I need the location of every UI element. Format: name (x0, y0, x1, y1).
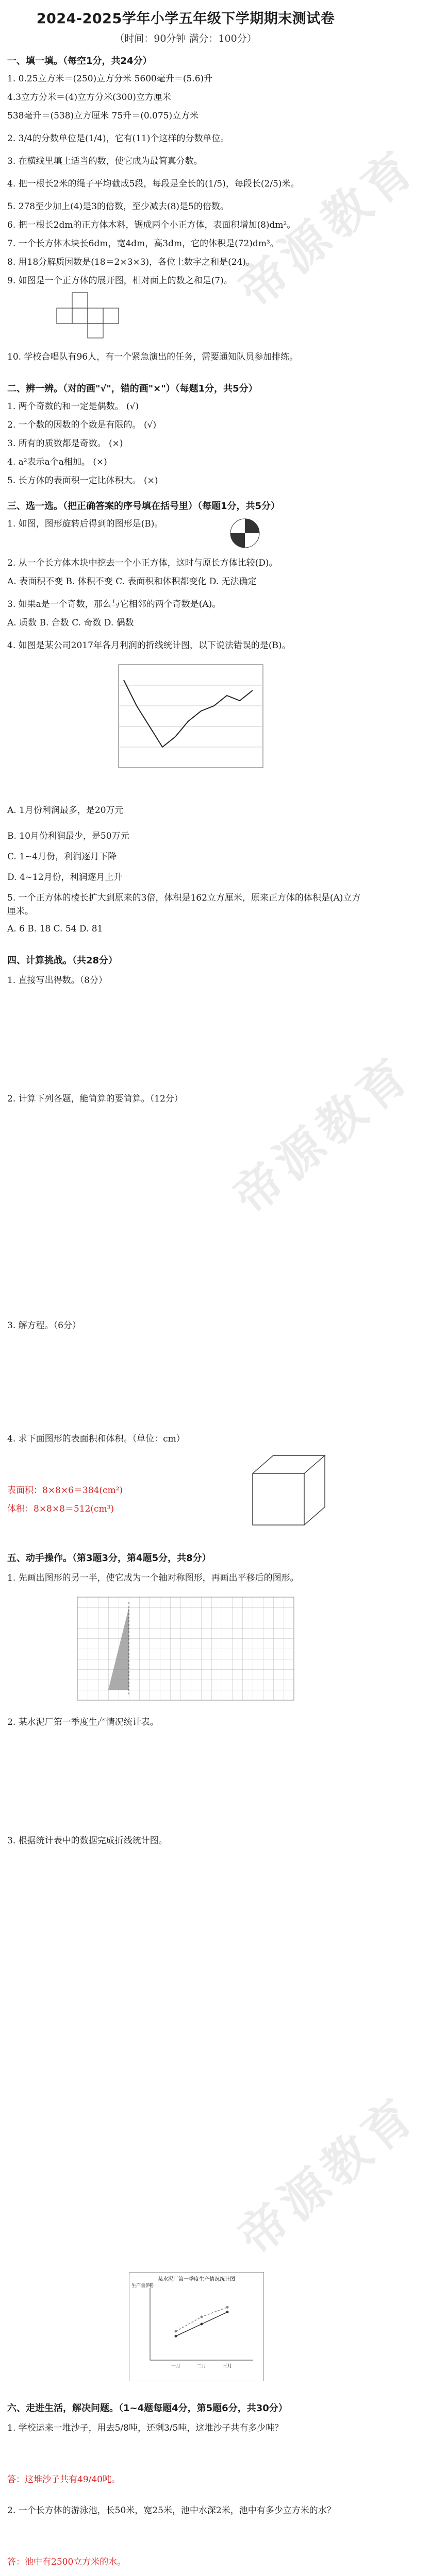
cube-net-figure (52, 293, 155, 339)
section-heading: 二、辨一辨。（对的画"√"，错的画"×"）（每题1分，共5分） (7, 383, 258, 394)
question-line: 6. 把一根长2dm的正方体木料，锯成两个小正方体，表面积增加(8)dm²。 (7, 220, 296, 230)
question-line: 2. 计算下列各题，能简算的要简算。（12分） (7, 1094, 183, 1104)
question-line: 4. 求下面图形的表面积和体积。（单位：cm） (7, 1434, 185, 1444)
section-heading: 三、选一选。（把正确答案的序号填在括号里）（每题1分，共5分） (7, 501, 280, 512)
profit-line-chart (98, 659, 273, 788)
rotation-figure (227, 515, 289, 551)
question-line: 5. 一个正方体的棱长扩大到原来的3倍，体积是162立方厘米，原来正方体的体积是(A)立方厘米。 (7, 893, 361, 917)
section-heading: 一、填一填。（每空1分，共24分） (7, 56, 152, 66)
section-heading: 五、动手操作。（第3题3分，第4题5分，共8分） (7, 1553, 211, 1564)
question-line: 8. 用18分解质因数是(18＝2×3×3)，各位上数字之和是(24)。 (7, 257, 255, 267)
question-line: 2. 一个数的因数的个数是有限的。 (√) (7, 420, 157, 430)
question-line: 4. 如图是某公司2017年各月利润的折线统计图，以下说法错误的是(B)。 (7, 640, 291, 651)
question-line: 7. 一个长方体木块长6dm，宽4dm，高3dm，它的体积是(72)dm³。 (7, 239, 279, 249)
question-line: 1. 0.25立方米＝(250)立方分米 5600毫升＝(5.6)升 (7, 74, 213, 84)
data-point (201, 2323, 203, 2326)
y-axis-label: 生产量(吨) (131, 2283, 154, 2289)
question-line: A. 6 B. 18 C. 54 D. 81 (7, 924, 103, 934)
question-line: 5. 长方体的表面积一定比体积大。 (×) (7, 476, 158, 486)
question-line: 3. 在横线里填上适当的数，使它成为最简真分数。 (7, 156, 203, 166)
question-line: 1. 如图，图形旋转后得到的图形是(B)。 (7, 519, 163, 529)
watermark: 帝源教育 (228, 2085, 428, 2266)
question-line: 2. 一个长方体的游泳池，长50米，宽25米，池中水深2米，池中有多少立方米的水？ (7, 2505, 336, 2516)
data-point (175, 2330, 177, 2333)
question-line: 3. 所有的质数都是奇数。 (×) (7, 438, 123, 449)
question-line: 3. 解方程。（6分） (7, 1320, 81, 1331)
question-line: 4. 把一根长2米的绳子平均截成5段，每段是全长的(1/5)，每段长(2/5)米。 (7, 179, 300, 189)
question-line: A. 质数 B. 合数 C. 奇数 D. 偶数 (7, 618, 134, 628)
question-line: 3. 根据统计表中的数据完成折线统计图。 (7, 1836, 168, 1846)
question-line: 4.3立方分米＝(4)立方分米(300)立方厘米 (7, 92, 171, 103)
answer-line: 表面积：8×8×6＝384(cm²) (7, 1485, 123, 1496)
question-line: A. 表面积不变 B. 体积不变 C. 表面积和体积都变化 D. 无法确定 (7, 577, 257, 587)
question-line: 3. 如果a是一个奇数，那么与它相邻的两个奇数是(A)。 (7, 599, 221, 609)
question-line: B. 10月份利润最少，是50万元 (7, 831, 129, 841)
question-line: A. 1月份利润最多，是20万元 (7, 805, 124, 816)
section-heading: 四、计算挑战。（共28分） (7, 955, 118, 966)
question-line: 2. 某水泥厂第一季度生产情况统计表。 (7, 1717, 159, 1727)
exam-title: 2024-2025学年小学五年级下学期期末测试卷 (36, 11, 335, 27)
grid-figure (77, 1597, 294, 1700)
question-line: 10. 学校合唱队有96人，有一个紧急演出的任务，需要通知队员参加排练。 (7, 352, 299, 362)
x-tick-label: 二月 (196, 2364, 207, 2369)
data-point (175, 2335, 177, 2337)
question-line: 5. 278至少加上(4)是3的倍数，至少减去(8)是5的倍数。 (7, 201, 229, 212)
question-line: 1. 两个奇数的和一定是偶数。 (√) (7, 401, 139, 412)
question-line: 2. 3/4的分数单位是(1/4)，它有(11)个这样的分数单位。 (7, 133, 229, 144)
x-tick-label: 三月 (222, 2364, 233, 2369)
exam-subtitle: （时间：90分钟 满分：100分） (114, 33, 257, 44)
question-line: 2. 从一个长方体木块中挖去一个小正方体，这时与原长方体比较(D)。 (7, 558, 278, 568)
answer-line: 答：这堆沙子共有49/40吨。 (7, 2475, 120, 2485)
production-line-chart (129, 2273, 263, 2381)
question-line: 9. 如图是一个正方体的展开图，相对面上的数之和是(7)。 (7, 276, 233, 286)
question-line: 1. 学校运来一堆沙子，用去5/8吨，还剩3/5吨，这堆沙子共有多少吨？ (7, 2423, 284, 2433)
data-point (226, 2311, 229, 2313)
question-line: 538毫升＝(538)立方厘米 75升＝(0.075)立方米 (7, 111, 199, 121)
x-tick-label: 一月 (171, 2364, 181, 2369)
question-line: D. 4~12月份，利润逐月上升 (7, 872, 123, 883)
question-line: 1. 直接写出得数。（8分） (7, 975, 107, 986)
chart-title: 某水泥厂第一季度生产情况统计图 (158, 2277, 235, 2282)
watermark: 帝源教育 (223, 1044, 423, 1225)
data-point (201, 2316, 203, 2318)
question-line: 4. a²表示a个a相加。 (×) (7, 457, 107, 467)
section-heading: 六、走进生活，解决问题。（1~4题每题4分，第5题6分，共30分） (7, 2403, 288, 2414)
answer-line: 答：池中有2500立方米的水。 (7, 2557, 126, 2567)
answer-line: 体积：8×8×8＝512(cm³) (7, 1504, 114, 1514)
question-line: 1. 先画出图形的另一半，使它成为一个轴对称图形，再画出平移后的图形。 (7, 1573, 299, 1583)
watermark: 帝源教育 (228, 138, 428, 318)
data-point (226, 2306, 229, 2309)
production-chart (129, 2272, 264, 2381)
question-line: C. 1~4月份，利润逐月下降 (7, 852, 117, 862)
series-line (176, 2307, 227, 2331)
